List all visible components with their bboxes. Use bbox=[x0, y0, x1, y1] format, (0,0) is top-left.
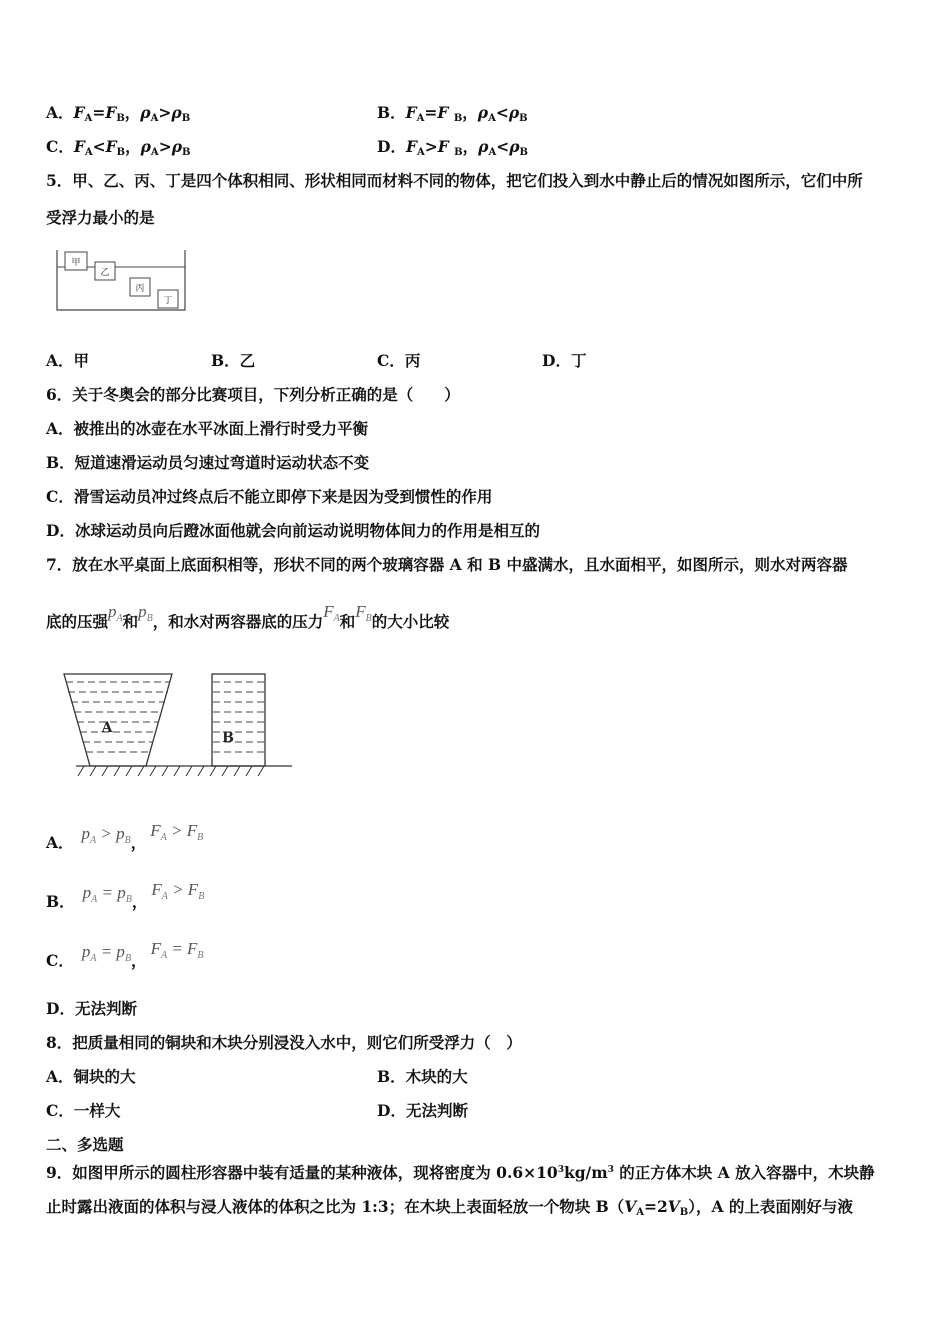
q6-stem: 6．关于冬奥会的部分比赛项目，下列分析正确的是（ ） bbox=[46, 385, 460, 404]
q7-figure-containers bbox=[62, 668, 296, 780]
q6-option-c: C．滑雪运动员冲过终点后不能立即停下来是因为受到惯性的作用 bbox=[46, 487, 493, 506]
q5-option-a: A．甲 bbox=[46, 351, 90, 370]
q7-label-b: B bbox=[222, 730, 234, 746]
q4-option-c: C．$F_A<F_B$，$\rho_A>\rho_B$ bbox=[46, 137, 191, 158]
q5-option-d: D．丁 bbox=[542, 351, 587, 370]
q5-label-jia: 甲 bbox=[71, 258, 81, 268]
q4-option-d: D．$F_A>F$ $_B$，$\rho_A<\rho_B$ bbox=[377, 137, 528, 158]
q8-option-b: B．木块的大 bbox=[377, 1067, 468, 1086]
q4-option-a: A．$F_A=F_B$，$\rho_A>\rho_B$ bbox=[46, 103, 191, 124]
q5-figure-tank bbox=[52, 248, 192, 314]
q8-option-c: C．一样大 bbox=[46, 1101, 121, 1120]
q7-stem-line2: 底的压强$p_A$和$p_B$，和水对两容器底的压力$F_A$和$F_B$的大小比较 bbox=[46, 602, 450, 631]
q7-option-a: A． $p_A > p_B$，$F_A > F_B$ bbox=[46, 821, 204, 852]
q6-option-b: B．短道速滑运动员匀速过弯道时运动状态不变 bbox=[46, 453, 370, 472]
q4-option-b: B．$F_A=F$ $_B$，$\rho_A<\rho_B$ bbox=[377, 103, 528, 124]
q6-option-a: A．被推出的冰壶在水平冰面上滑行时受力平衡 bbox=[46, 419, 369, 438]
q6-option-d: D．冰球运动员向后蹬冰面他就会向前运动说明物体间力的作用是相互的 bbox=[46, 521, 540, 540]
q7-option-b: B． $p_A = p_B$，$F_A > F_B$ bbox=[46, 880, 205, 911]
q5-option-c: C．丙 bbox=[377, 351, 421, 370]
q5-stem-line2: 受浮力最小的是 bbox=[46, 208, 155, 227]
q9-line2: 止时露出液面的体积与浸人液体的体积之比为 1:3；在木块上表面轻放一个物块 $B(V_A=2V_B)$，A 的上表面刚好与液 bbox=[46, 1197, 853, 1218]
q9-line1: 9．如图甲所示的圆柱形容器中装有适量的某种液体，现将密度为 $0.6\times 10^3kg/m^3$ 的正方体木块 A 放入容器中，木块静 bbox=[46, 1163, 875, 1182]
q7-option-d: D．无法判断 bbox=[46, 999, 137, 1018]
q5-option-b: B．乙 bbox=[211, 351, 256, 370]
q8-option-a: A．铜块的大 bbox=[46, 1067, 136, 1086]
q5-label-ding: 丁 bbox=[163, 296, 173, 306]
q5-stem-line1: 5．甲、乙、丙、丁是四个体积相同、形状相同而材料不同的物体，把它们投入到水中静止后的情况如图所示，它们中所 bbox=[46, 171, 863, 190]
q8-option-d: D．无法判断 bbox=[377, 1101, 468, 1120]
q8-stem: 8．把质量相同的铜块和木块分别浸没入水中，则它们所受浮力（ ） bbox=[46, 1033, 522, 1052]
section-title-multi-choice: 二、多选题 bbox=[46, 1135, 124, 1154]
q7-stem-line1: 7．放在水平桌面上底面积相等，形状不同的两个玻璃容器 A 和 B 中盛满水，且水面相平，如图所示，则水对两容器 bbox=[46, 555, 848, 574]
q5-label-yi: 乙 bbox=[100, 268, 110, 278]
q7-label-a: A bbox=[101, 720, 113, 736]
q5-label-bing: 丙 bbox=[135, 284, 145, 294]
q7-option-c: C． $p_A = p_B$，$F_A = F_B$ bbox=[46, 939, 204, 970]
